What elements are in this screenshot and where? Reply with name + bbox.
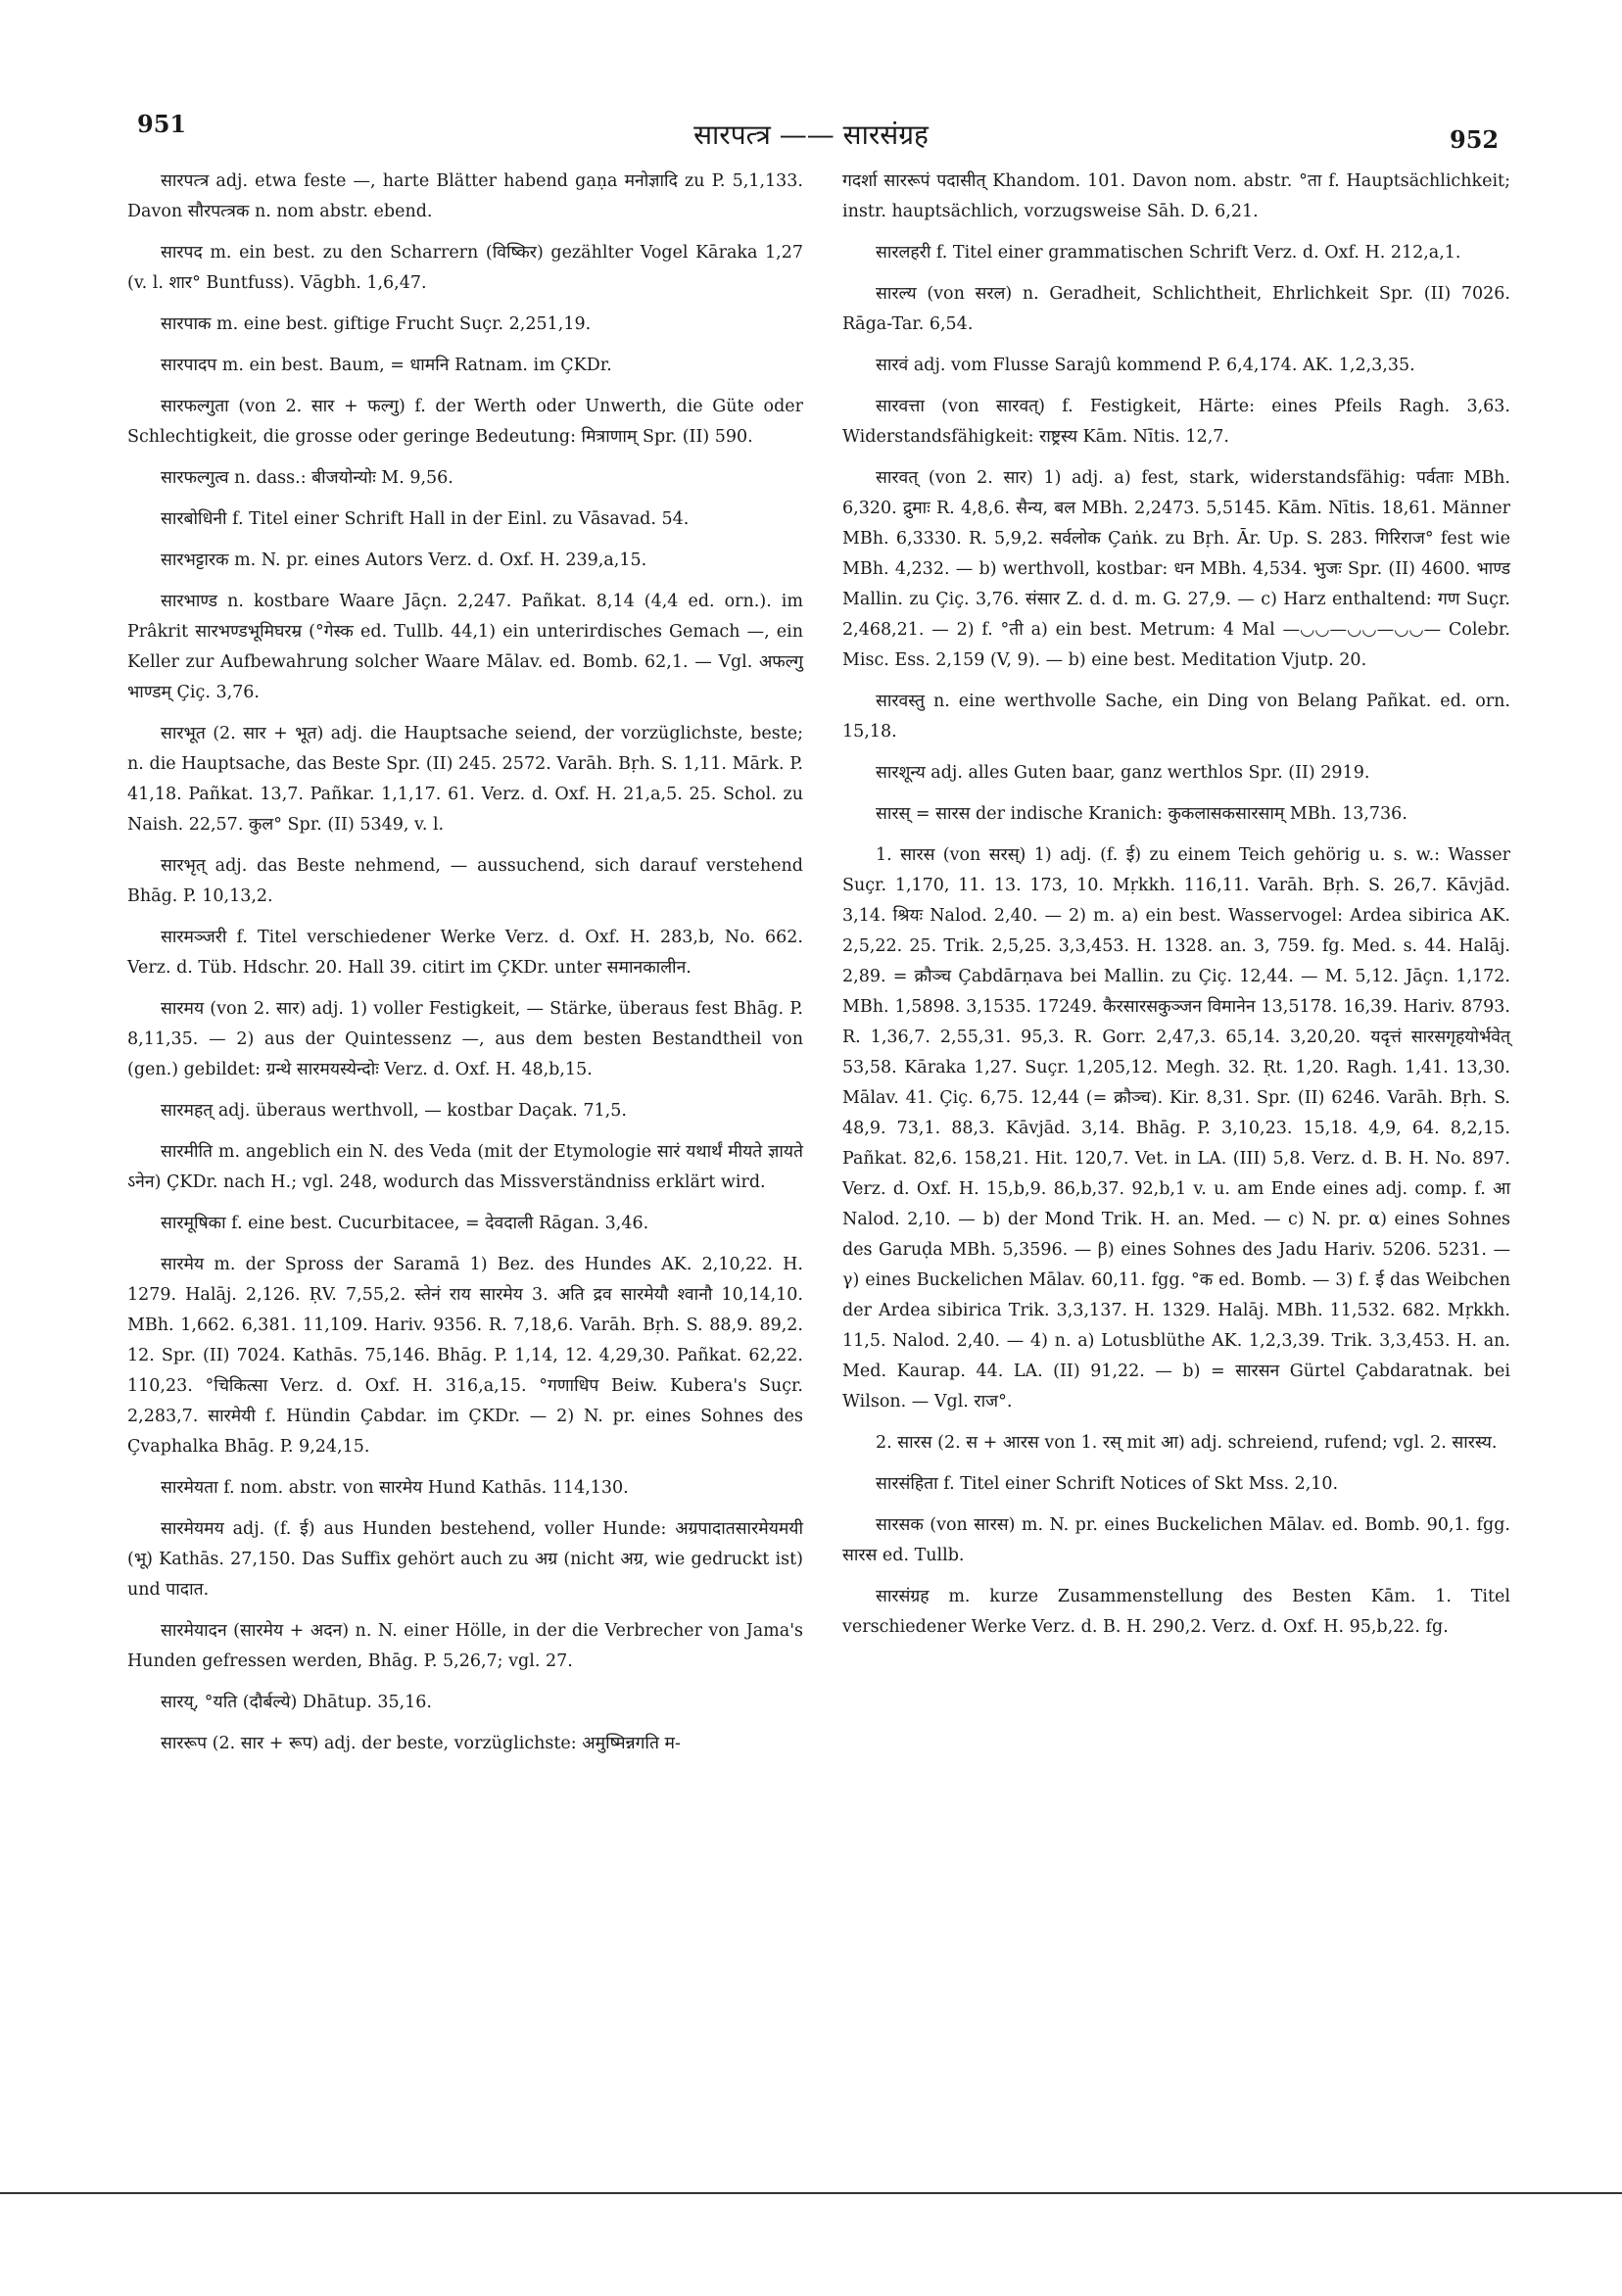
dictionary-entry: सारलहरी f. Titel einer grammatischen Schrift Verz. d. Oxf. H. 212,a,1. <box>876 243 1461 263</box>
dictionary-entry: साररूप (2. सार + रूप) adj. der beste, vorzüglichste: अमुष्मिन्नगति म- <box>161 1734 681 1753</box>
footer-rule <box>0 2192 1622 2194</box>
dictionary-entry: सारबोधिनी f. Titel einer Schrift Hall in der Einl. zu Vāsavad. 54. <box>161 509 690 529</box>
dictionary-entry: सारमञ्जरी f. Titel verschiedener Werke Verz. d. Oxf. H. 283,b, No. 662. Verz. d. Tüb. Hdschr. 20. Hall 39. citirt im ÇKDr. unter समानकालीन. <box>127 928 803 978</box>
dictionary-entry: सारपादप m. ein best. Baum, = धामनि Ratnam. im ÇKDr. <box>161 356 612 375</box>
dictionary-entry: सारशून्य adj. alles Guten baar, ganz werthlos Spr. (II) 2919. <box>876 763 1370 783</box>
dictionary-entry: सारमय (von 2. सार) adj. 1) voller Festigkeit, — Stärke, überaus fest Bhāg. P. 8,11,35. — 2) aus der Quintessenz —, aus dem besten Bestandtheil von (gen.) gebildet: ग्रन्थे सारमयस्येन्दोः Verz. d. Oxf. H. 48,b,15. <box>127 999 803 1079</box>
dictionary-entry: सारपद m. ein best. zu den Scharrern (विष्किर) gezählter Vogel Kāraka 1,27 (v. l. शार° Buntfuss). Vāgbh. 1,6,47. <box>127 243 803 293</box>
dictionary-entry: सारपाक m. eine best. giftige Frucht Suçr. 2,251,19. <box>161 314 592 334</box>
dictionary-entry: सारमेयता f. nom. abstr. von सारमेय Hund Kathās. 114,130. <box>161 1478 629 1498</box>
dictionary-entry: सारफल्गुता (von 2. सार + फल्गु) f. der Werth oder Unwerth, die Güte oder Schlechtigkeit, die grosse oder geringe Bedeutung: मित्राणाम् Spr. (II) 590. <box>127 397 803 447</box>
dictionary-entry: सारमेय m. der Spross der Saramā 1) Bez. des Hundes AK. 2,10,22. H. 1279. Halāj. 2,126. ṚV. 7,55,2. स्तेनं राय सारमेय 3. अति द्रव सारमेयौ श्वानौ 10,14,10. MBh. 1,662. 6,381. 11,109. Hariv. 9356. R. 7,18,6. Varāh. Bṛh. S. 88,9. 89,2. 12. Spr. (II) 7024. Kathās. 75,146. Bhāg. P. 1,14, 12. 4,29,30. Pañkat. 62,22. 110,23. °चिकित्सा Verz. d. Oxf. H. 316,a,15. °गणाधिप Beiw. Kubera's Suçr. 2,283,7. सारमेयी f. Hündin Çabdar. im ÇKDr. — 2) N. pr. eines Sohnes des Çvaphalka Bhāg. P. 9,24,15. <box>127 1255 803 1457</box>
dictionary-entry: सारवत्ता (von सारवत्) f. Festigkeit, Härte: eines Pfeils Ragh. 3,63. Widerstandsfähigkeit: राष्ट्रस्य Kām. Nītis. 12,7. <box>842 397 1510 447</box>
dictionary-entry: सारय्, °यति (दौर्बल्ये) Dhātup. 35,16. <box>161 1693 432 1712</box>
dictionary-entry: 2. सारस (2. स + आरस von 1. रस् mit आ) adj. schreiend, rufend; vgl. 2. सारस्य. <box>876 1433 1498 1453</box>
dictionary-entry: सारवं adj. vom Flusse Sarajû kommend P. 6,4,174. AK. 1,2,3,35. <box>876 356 1415 375</box>
dictionary-entry: सारमहत् adj. überaus werthvoll, — kostbar Daçak. 71,5. <box>161 1101 627 1121</box>
dictionary-entry: सारवस्तु n. eine werthvolle Sache, ein Ding von Belang Pañkat. ed. orn. 15,18. <box>842 692 1510 741</box>
dictionary-entry: सारवत् (von 2. सार) 1) adj. a) fest, stark, widerstandsfähig: पर्वताः MBh. 6,320. द्रुमाः R. 4,8,6. सैन्य, बल MBh. 2,2473. 5,5145. Kām. Nītis. 18,61. Männer MBh. 6,3330. R. 5,9,2. सर्वलोक Çaṅk. zu Bṛh. Ār. Up. S. 283. गिरिराज° fest wie MBh. 4,232. — b) werthvoll, kostbar: धन MBh. 4,534. भुजः Spr. (II) 4600. भाण्ड Mallin. zu Çiç. 3,76. संसार Z. d. d. m. G. 27,9. — c) Harz enthaltend: गण Suçr. 2,468,21. — 2) f. °ती a) ein best. Metrum: 4 Mal —◡◡—◡◡—◡◡— Colebr. Misc. Ess. 2,159 (V, 9). — b) eine best. Meditation Vjutp. 20. <box>842 468 1510 670</box>
dictionary-entry: सारभट्टारक m. N. pr. eines Autors Verz. d. Oxf. H. 239,a,15. <box>161 550 647 570</box>
dictionary-entry: सारस् = सारस der indische Kranich: कुकलासकसारसाम् MBh. 13,736. <box>876 804 1407 824</box>
dictionary-entry: गदर्शा साररूपं पदासीत् Khandom. 101. Davon nom. abstr. °ता f. Hauptsächlichkeit; instr. hauptsächlich, vorzugsweise Sāh. D. 6,21. <box>842 171 1510 221</box>
running-header-title: सारपत्त्र —— सारसंग्रह <box>693 119 929 151</box>
dictionary-entry: सारभूत (2. सार + भूत) adj. die Hauptsache seiend, der vorzüglichste, beste; n. die Hauptsache, das Beste Spr. (II) 245. 2572. Varāh. Bṛh. S. 1,11. Mārk. P. 41,18. Pañkat. 13,7. Pañkar. 1,1,17. 61. Verz. d. Oxf. H. 21,a,5. 25. Schol. zu Naish. 22,57. कुल° Spr. (II) 5349, v. l. <box>127 724 803 835</box>
dictionary-entry: सारपत्त्र adj. etwa feste —, harte Blätter habend gaṇa मनोज्ञादि zu P. 5,1,133. Davon सौरपत्त्रक n. nom abstr. ebend. <box>127 171 803 221</box>
left-column <box>127 167 803 1770</box>
dictionary-entry: सारल्य (von सरल) n. Geradheit, Schlichtheit, Ehrlichkeit Spr. (II) 7026. Rāga-Tar. 6,54. <box>842 284 1510 334</box>
left-page-number: 951 <box>137 110 187 138</box>
right-page-number: 952 <box>1450 125 1500 154</box>
dictionary-entry: सारसक (von सारस) m. N. pr. eines Buckelichen Mālav. ed. Bomb. 90,1. fgg. सारस ed. Tullb. <box>842 1515 1510 1565</box>
dictionary-entry: सारमेयमय adj. (f. ई) aus Hunden bestehend, voller Hunde: अग्रपादातसारमेयमयी (भू) Kathās. 27,150. Das Suffix gehört auch zu अग्र (nicht अग्र, wie gedruckt ist) und पादात. <box>127 1519 803 1600</box>
dictionary-entry: सारसंहिता f. Titel einer Schrift Notices of Skt Mss. 2,10. <box>876 1474 1339 1494</box>
dictionary-entry: सारसंग्रह m. kurze Zusammenstellung des Besten Kām. 1. Titel verschiedener Werke Verz. d. B. H. 290,2. Verz. d. Oxf. H. 95,b,22. fg. <box>842 1587 1510 1637</box>
dictionary-entry: सारफल्गुत्व n. dass.: बीजयोन्योः M. 9,56. <box>161 468 453 488</box>
dictionary-entry: सारभाण्ड n. kostbare Waare Jāçn. 2,247. Pañkat. 8,14 (4,4 ed. orn.). im Prâkrit सारभण्डभूमिघरम्र (°गेस्क ed. Tullb. 44,1) ein unterirdisches Gemach —, ein Keller zur Aufbewahrung solcher Waare Mālav. ed. Bomb. 62,1. — Vgl. अफल्गु भाण्डम् Çiç. 3,76. <box>127 592 803 702</box>
dictionary-entry: सारमीति m. angeblich ein N. des Veda (mit der Etymologie सारं यथार्थं मीयते ज्ञायते ऽनेन) ÇKDr. nach H.; vgl. 248, wodurch das Missverständniss erklärt wird. <box>127 1142 803 1192</box>
dictionary-entry: 1. सारस (von सरस्) 1) adj. (f. ई) zu einem Teich gehörig u. s. w.: Wasser Suçr. 1,170, 11. 13. 173, 10. Mṛkkh. 116,11. Varāh. Bṛh. S. 26,7. Kāvjād. 3,14. श्रियः Nalod. 2,40. — 2) m. a) ein best. Wasservogel: Ardea sibirica AK. 2,5,22. 25. Trik. 2,5,25. 3,3,453. H. 1328. an. 3, 759. fg. Med. s. 44. Halāj. 2,89. = क्रौञ्च Çabdārṇava bei Mallin. zu Çiç. 12,44. — M. 5,12. Jāçn. 1,172. MBh. 1,5898. 3,1535. 17249. कैरसारसकुञ्जन विमानेन 13,5178. 16,39. Hariv. 8793. R. 1,36,7. 2,55,31. 95,3. R. Gorr. 2,47,3. 65,14. 3,20,20. यदृत्तं सारसगृहयोर्भवेत् 53,58. Kāraka 1,27. Suçr. 1,205,12. Megh. 32. Ṛt. 1,20. Ragh. 1,41. 13,30. Mālav. 41. Çiç. 6,75. 12,44 (= क्रौञ्च). Kir. 8,31. Spr. (II) 6246. Varāh. Bṛh. S. 48,9. 73,1. 88,3. Kāvjād. 3,14. Bhāg. P. 3,10,23. 15,18. 4,9, 64. 8,2,15. Pañkat. 82,6. 158,21. Hit. 120,7. Vet. in LA. (III) 5,8. Verz. d. B. H. No. 897. Verz. d. Oxf. H. 15,b,9. 86,b,37. 92,b,1 v. u. am Ende eines adj. comp. f. आ Nalod. 2,10. — b) der Mond Trik. H. an. Med. — c) N. pr. α) eines Sohnes des Garuḍa MBh. 5,3596. — β) eines Sohnes des Jadu Hariv. 5206. 5231. — γ) eines Buckelichen Mālav. 60,11. fgg. °क ed. Bomb. — 3) f. ई das Weibchen der Ardea sibirica Trik. 3,3,137. H. 1329. Halāj. MBh. 11,532. 682. Mṛkkh. 11,5. Nalod. 2,40. — 4) n. a) Lotusblüthe AK. 1,2,3,39. Trik. 3,3,453. H. an. Med. Kaurap. 44. LA. (II) 91,22. — b) = सारसन Gürtel Çabdaratnak. bei Wilson. — Vgl. राज°. <box>842 845 1510 1411</box>
dictionary-entry: सारमेयादन (सारमेय + अदन) n. N. einer Hölle, in der die Verbrecher von Jama's Hunden gefressen werden, Bhāg. P. 5,26,7; vgl. 27. <box>127 1621 803 1671</box>
dictionary-entry: सारभृत् adj. das Beste nehmend, — aussuchend, sich darauf verstehend Bhāg. P. 10,13,2. <box>127 856 803 906</box>
dictionary-entry: सारमूषिका f. eine best. Cucurbitacee, = देवदाली Rāgan. 3,46. <box>161 1214 649 1233</box>
right-column <box>842 167 1510 1653</box>
